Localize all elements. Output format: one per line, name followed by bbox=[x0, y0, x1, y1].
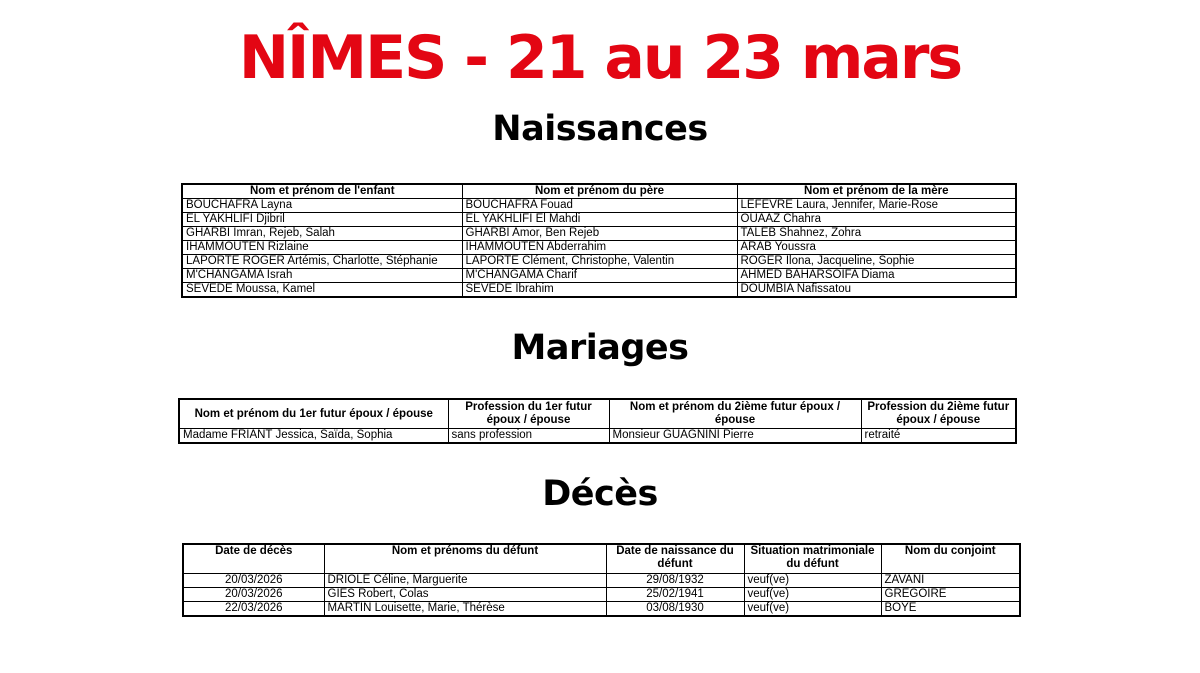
table-row bbox=[182, 255, 1016, 269]
table-row bbox=[182, 227, 1016, 241]
table-cell: Monsieur GUAGNINI Pierre bbox=[609, 429, 861, 444]
table-cell: retraité bbox=[861, 429, 1016, 444]
table-cell: Madame FRIANT Jessica, Saïda, Sophia bbox=[179, 429, 448, 444]
column-header: Nom et prénom de la mère bbox=[737, 184, 1016, 199]
table-cell: LAPORTE ROGER Artémis, Charlotte, Stéphanie bbox=[182, 255, 462, 269]
column-header: Date de décès bbox=[183, 544, 324, 574]
table-cell: 20/03/2026 bbox=[183, 588, 324, 602]
table-cell: EL YAKHLIFI Djibril bbox=[182, 213, 462, 227]
table-row bbox=[183, 602, 1020, 617]
column-header: Nom et prénom de l'enfant bbox=[182, 184, 462, 199]
table-row bbox=[182, 213, 1016, 227]
table-cell: BOUCHAFRA Fouad bbox=[462, 199, 737, 213]
table-row bbox=[183, 588, 1020, 602]
table-row bbox=[183, 574, 1020, 588]
table-cell: ZAVANI bbox=[881, 574, 1020, 588]
column-header: Nom et prénom du 1er futur époux / épouse bbox=[179, 399, 448, 429]
table-cell: GRÉGOIRE bbox=[881, 588, 1020, 602]
table-cell: LAPORTE Clément, Christophe, Valentin bbox=[462, 255, 737, 269]
table-header-row bbox=[183, 544, 1020, 574]
column-header: Profession du 2ième futur époux / épouse bbox=[861, 399, 1016, 429]
table-cell: IHAMMOUTEN Rizlaine bbox=[182, 241, 462, 255]
table-cell: GIES Robert, Colas bbox=[324, 588, 606, 602]
column-header: Profession du 1er futur époux / épouse bbox=[448, 399, 609, 429]
column-header: Nom et prénoms du défunt bbox=[324, 544, 606, 574]
page-title: NÎMES - 21 au 23 mars bbox=[238, 23, 962, 93]
table-cell: 20/03/2026 bbox=[183, 574, 324, 588]
column-header: Nom et prénom du 2ième futur époux / épouse bbox=[609, 399, 861, 429]
table-cell: GHARBI Imran, Rejeb, Salah bbox=[182, 227, 462, 241]
table-row bbox=[182, 241, 1016, 255]
table-header-row bbox=[182, 184, 1016, 199]
table-cell: veuf(ve) bbox=[744, 602, 881, 617]
column-header: Nom du conjoint bbox=[881, 544, 1020, 574]
table-cell: ROGER Ilona, Jacqueline, Sophie bbox=[737, 255, 1016, 269]
table-cell: EL YAKHLIFI El Mahdi bbox=[462, 213, 737, 227]
table-cell: BOUCHAFRA Layna bbox=[182, 199, 462, 213]
table-cell: OUAAZ Chahra bbox=[737, 213, 1016, 227]
table-cell: M'CHANGAMA Charif bbox=[462, 269, 737, 283]
table-row bbox=[182, 269, 1016, 283]
table-cell: M'CHANGAMA Israh bbox=[182, 269, 462, 283]
table-cell: DRIOLE Céline, Marguerite bbox=[324, 574, 606, 588]
table-row bbox=[179, 429, 1016, 444]
deces-heading: Décès bbox=[542, 474, 658, 514]
table-cell: 22/03/2026 bbox=[183, 602, 324, 617]
table-cell: 29/08/1932 bbox=[606, 574, 744, 588]
table-cell: IHAMMOUTEN Abderrahim bbox=[462, 241, 737, 255]
table-cell: SEVEDE Moussa, Kamel bbox=[182, 283, 462, 298]
table-cell: TALEB Shahnez, Zohra bbox=[737, 227, 1016, 241]
naissances-table bbox=[181, 183, 1017, 298]
table-cell: BOYE bbox=[881, 602, 1020, 617]
table-header-row bbox=[179, 399, 1016, 429]
table-cell: 03/08/1930 bbox=[606, 602, 744, 617]
mariages-table bbox=[178, 398, 1017, 444]
table-cell: veuf(ve) bbox=[744, 588, 881, 602]
table-cell: DOUMBIA Nafissatou bbox=[737, 283, 1016, 298]
table-cell: 25/02/1941 bbox=[606, 588, 744, 602]
table-cell: MARTIN Louisette, Marie, Thérèse bbox=[324, 602, 606, 617]
table-cell: AHMED BAHARSOIFA Diama bbox=[737, 269, 1016, 283]
column-header: Date de naissance du défunt bbox=[606, 544, 744, 574]
table-cell: SEVEDE Ibrahim bbox=[462, 283, 737, 298]
column-header: Nom et prénom du père bbox=[462, 184, 737, 199]
table-cell: ARAB Youssra bbox=[737, 241, 1016, 255]
table-row bbox=[182, 283, 1016, 298]
table-row bbox=[182, 199, 1016, 213]
table-cell: sans profession bbox=[448, 429, 609, 444]
deces-table bbox=[182, 543, 1021, 617]
naissances-heading: Naissances bbox=[492, 109, 708, 149]
mariages-heading: Mariages bbox=[511, 328, 689, 368]
table-cell: GHARBI Amor, Ben Rejeb bbox=[462, 227, 737, 241]
table-cell: LEFEVRE Laura, Jennifer, Marie-Rose bbox=[737, 199, 1016, 213]
table-cell: veuf(ve) bbox=[744, 574, 881, 588]
column-header: Situation matrimoniale du défunt bbox=[744, 544, 881, 574]
